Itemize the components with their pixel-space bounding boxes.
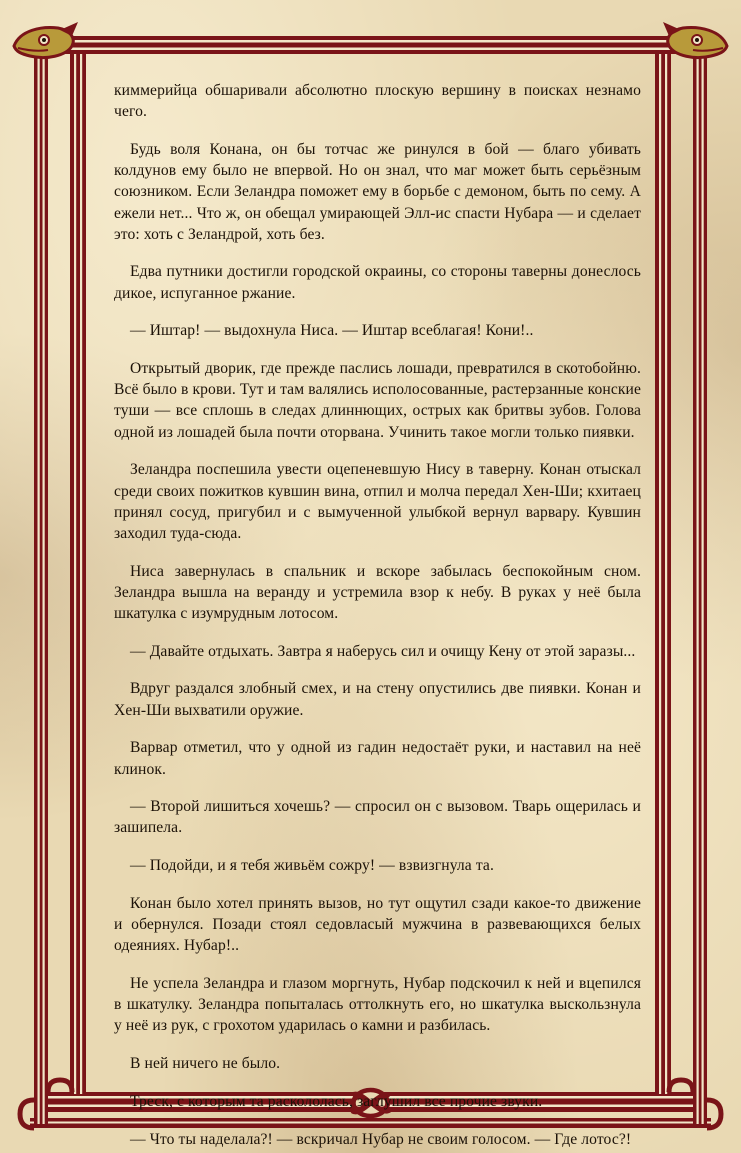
paragraph: Едва путники достигли городской окраины, со стороны таверны донеслось дикое, испуганное ржание. (114, 263, 641, 302)
paragraph: Варвар отметил, что у одной из гадин недостаёт руки, и наставил на неё клинок. (114, 739, 641, 778)
paragraph: Вдруг раздался злобный смех, и на стену опустились две пиявки. Конан и Хен-Ши выхватили оружие. (114, 680, 641, 719)
paragraph: Конан было хотел принять вызов, но тут ощутил сзади какое-то движение и обернулся. Позади стоял седовласый мужчина в развевающихся белых одеяниях. Нубар!.. (114, 894, 641, 955)
paragraph: — Иштар! — выдохнула Ниса. — Иштар всеблагая! Кони!.. (130, 322, 534, 340)
page-text (114, 80, 641, 1148)
frame-left-outer (34, 36, 48, 1128)
frame-left-inner (70, 54, 86, 1094)
paragraph: Не успела Зеландра и глазом моргнуть, Нубар подскочил к ней и вцепился в шкатулку. Зеландра попыталась оттолкнуть его, но шкатулка выскользнула у неё из рук, с грохотом ударилась о камни и разбилась. (114, 975, 641, 1035)
paragraph: киммерийца обшаривали абсолютно плоскую вершину в поисках незнамо чего. (114, 82, 641, 121)
paragraph: — Что ты наделала?! — вскричал Нубар не своим голосом. — Где лотос?! (130, 1130, 632, 1148)
paragraph: Открытый дворик, где прежде паслись лошади, превратился в скотобойню. Всё было в крови. Тут и там валялись исполосованные, растерзанные конские туши — все сплошь в следах длиннющих, острых как бритвы зубов. Голова одной из лошадей была почти оторвана. Учинить такое могли только пиявки. (114, 360, 641, 441)
paragraph: — Второй лишиться хочешь? — спросил он с вызовом. Тварь ощерилась и зашипела. (114, 798, 641, 837)
paragraph: Треск, с которым та раскололась, заглушил все прочие звуки. (130, 1092, 543, 1110)
frame-right-outer (693, 36, 707, 1128)
paragraph: Зеландра поспешила увести оцепеневшую Нису в таверну. Конан отыскал среди своих пожитков кувшин вина, отпил и молча передал Хен-Ши; кхитаец принял сосуд, пригубил и с вымученной улыбкой вернул варвару. Кувшин заходил туда-сюда. (114, 461, 641, 542)
frame-top-bar (40, 36, 701, 54)
frame-right-inner (655, 54, 671, 1094)
paragraph: — Давайте отдыхать. Завтра я наберусь сил и очищу Кену от этой заразы... (130, 642, 636, 660)
paragraph: В ней ничего не было. (130, 1055, 281, 1073)
paragraph: Ниса завернулась в спальник и вскоре забылась беспокойным сном. Зеландра вышла на веранду и устремила взор к небу. В руках у неё была шкатулка с изумрудным лотосом. (114, 562, 641, 623)
paragraph: Будь воля Конана, он бы тотчас же ринулся в бой — благо убивать колдунов ему было не впервой. Но он знал, что маг может быть серьёзным союзником. Если Зеландра поможет ему в борьбе с демоном, быть по сему. А ежели нет... Что ж, он обещал умирающей Элл-ис спасти Нубара — и сделает это: хоть с Зеландрой, хоть без. (114, 140, 641, 243)
paragraph: — Подойди, и я тебя живьём сожру! — взвизгнула та. (130, 857, 494, 875)
